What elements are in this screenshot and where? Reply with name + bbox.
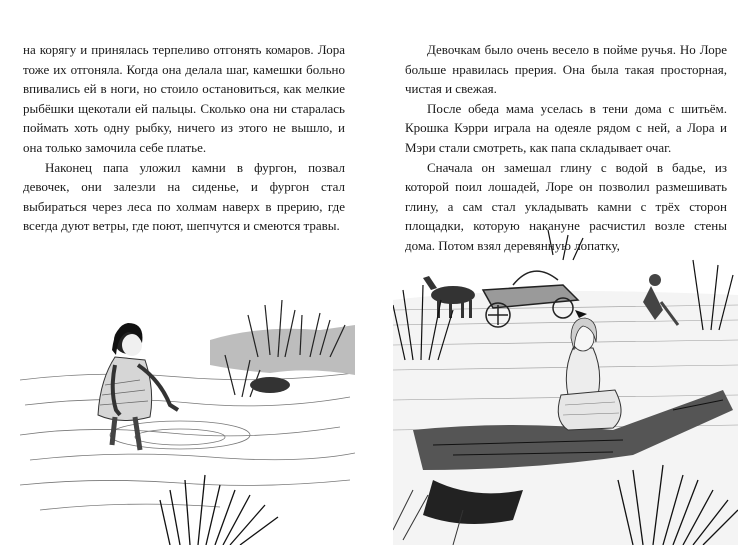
right-paragraph-1: Девочкам было очень весело в пойме ручья. Но Лоре больше нравилась прерия. Она была такая просторная, чистая и свежая. (405, 42, 727, 97)
right-page-text (405, 40, 727, 256)
left-page-text (23, 40, 345, 236)
left-paragraph-1: на корягу и принялась терпеливо отгонять комаров. Лора тоже их отгоняла. Когда она делала шаг, камешки больно впивались ей в ноги, но стоило остановиться, как мелкие рыбёшки щекотали ей пальцы. Сколько она ни старалась поймать хоть одну рыбку, ничего из этого не вышло, и она только замочила себе платье. (23, 42, 345, 155)
right-page (375, 0, 750, 559)
girl-sitting-on-log-with-wagon-illustration (393, 230, 738, 545)
right-paragraph-2: После обеда мама уселась в тени дома с шитьём. Крошка Кэрри играла на одеяле рядом с ней, а Лора и Мэри стали смотреть, как папа складывает очаг. (405, 100, 727, 155)
girl-wading-in-creek-illustration (20, 285, 355, 545)
right-paragraph-3: Сначала он замешал глину с водой в бадье, из которой поил лошадей, Лоре он позволил размешивать глину, а сам стал укладывать камни с трёх сторон площадки, которую накануне расчистил возле стены дома. Потом взял деревянную лопатку, (405, 159, 727, 253)
left-paragraph-2: Наконец папа уложил камни в фургон, позвал девочек, они залезли на сиденье, и фургон стал выбираться через леса по холмам наверх в прерию, где всегда дуют ветры, где поют, шепчутся и смеются травы. (23, 159, 345, 234)
